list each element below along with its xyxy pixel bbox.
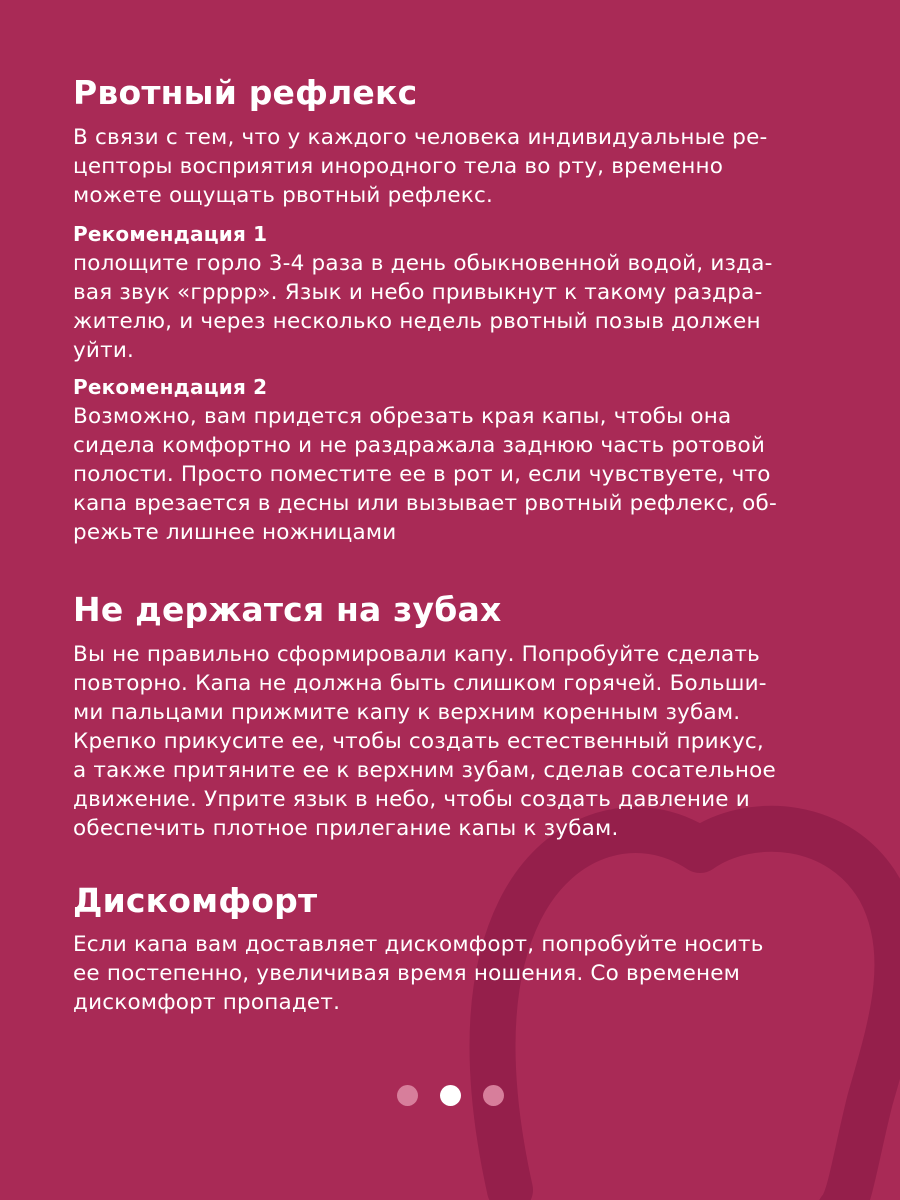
pagination-dot-active[interactable] xyxy=(440,1085,461,1106)
text-line: цепторы восприятия инородного тела во рту, временно xyxy=(73,154,724,179)
text-line: повторно. Капа не должна быть слишком горячей. Больши- xyxy=(73,671,767,696)
pagination-dot[interactable] xyxy=(397,1085,418,1106)
section-title-discomfort: Дискомфорт xyxy=(73,881,318,920)
text-line: ее постепенно, увеличивая время ношения. Со временем xyxy=(73,961,741,986)
text-line: можете ощущать рвотный рефлекс. xyxy=(73,183,494,208)
text-line: дискомфорт пропадет. xyxy=(73,990,341,1015)
text-line: В связи с тем, что у каждого человека индивидуальные ре- xyxy=(73,125,768,150)
gag-intro-paragraph xyxy=(73,123,843,210)
text-line: а также притяните ее к верхним зубам, сделав сосательное xyxy=(73,758,776,783)
recommendation-1-label: Рекомендация 1 xyxy=(73,222,268,246)
not-holding-paragraph xyxy=(73,640,843,843)
text-line: вая звук «грррр». Язык и небо привыкнут к такому раздра- xyxy=(73,280,763,305)
section-title-not-holding: Не держатся на зубах xyxy=(73,590,502,629)
text-line: обеспечить плотное прилегание капы к зубам. xyxy=(73,816,619,841)
discomfort-paragraph xyxy=(73,930,843,1017)
text-line: режьте лишнее ножницами xyxy=(73,520,397,545)
text-line: Возможно, вам придется обрезать края капы, чтобы она xyxy=(73,404,732,429)
pagination-dot[interactable] xyxy=(483,1085,504,1106)
text-line: полости. Просто поместите ее в рот и, если чувствуете, что xyxy=(73,462,771,487)
pagination-dots xyxy=(0,1082,900,1108)
recommendation-1 xyxy=(73,220,843,365)
section-title-gag-reflex: Рвотный рефлекс xyxy=(73,73,418,112)
text-line: Крепко прикусите ее, чтобы создать естественный прикус, xyxy=(73,729,764,754)
text-line: жителю, и через несколько недель рвотный позыв должен xyxy=(73,309,761,334)
text-line: уйти. xyxy=(73,338,135,363)
text-line: Если капа вам доставляет дискомфорт, попробуйте носить xyxy=(73,932,764,957)
text-line: сидела комфортно и не раздражала заднюю часть ротовой xyxy=(73,433,766,458)
text-line: движение. Уприте язык в небо, чтобы создать давление и xyxy=(73,787,750,812)
recommendation-2 xyxy=(73,373,843,547)
text-line: капа врезается в десны или вызывает рвотный рефлекс, об- xyxy=(73,491,777,516)
text-line: Вы не правильно сформировали капу. Попробуйте сделать xyxy=(73,642,761,667)
text-line: полощите горло 3-4 раза в день обыкновенной водой, изда- xyxy=(73,251,773,276)
recommendation-2-label: Рекомендация 2 xyxy=(73,375,268,399)
text-line: ми пальцами прижмите капу к верхним коренным зубам. xyxy=(73,700,741,725)
